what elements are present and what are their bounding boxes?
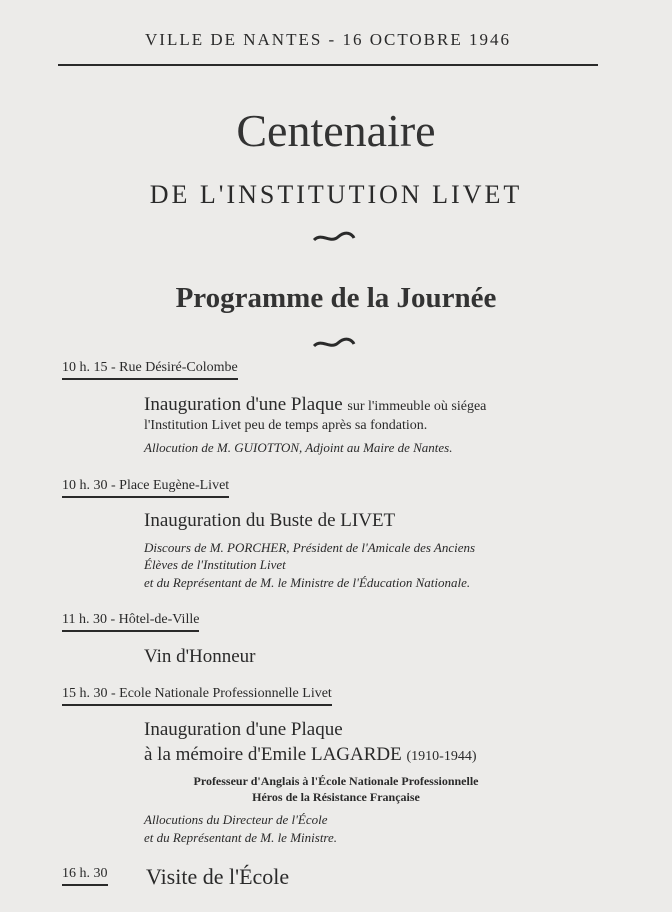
page-subtitle: DE L'INSTITUTION LIVET xyxy=(149,180,523,209)
flourish-ornament xyxy=(312,230,356,246)
event-italic-line: et du Représentant de M. le Ministre de l'Éducation Nationale. xyxy=(144,575,471,590)
event-title-tail: sur l'immeuble où siégea xyxy=(347,399,487,414)
event-line: l'Institution Livet peu de temps après sa fondation. xyxy=(144,418,428,433)
event-small-line: Professeur d'Anglais à l'École Nationale Professionnelle xyxy=(193,774,479,788)
event-italic-line: Allocutions du Directeur de l'École xyxy=(144,812,328,827)
event-small-line: Héros de la Résistance Française xyxy=(252,790,420,804)
event-title-second-tail: (1910-1944) xyxy=(406,749,477,764)
event-title-main: Inauguration d'une Plaque xyxy=(144,394,343,415)
page-title: Centenaire xyxy=(236,105,436,156)
event-italic-line: Élèves de l'Institution Livet xyxy=(144,557,286,572)
event-title: Visite de l'École xyxy=(146,864,290,889)
event-italic-line: Discours de M. PORCHER, Président de l'Amicale des Anciens xyxy=(144,540,476,555)
event-italic-line: Allocution de M. GUIOTTON, Adjoint au Maire de Nantes. xyxy=(144,440,453,455)
event-time-slot: 10 h. 15 - Rue Désiré-Colombe xyxy=(62,360,238,380)
event-title xyxy=(144,394,486,416)
event-time-slot: 10 h. 30 - Place Eugène-Livet xyxy=(62,478,229,498)
event-title: Inauguration d'une Plaque xyxy=(144,719,343,740)
event-italic-line: et du Représentant de M. le Ministre. xyxy=(144,830,338,845)
event-title: Vin d'Honneur xyxy=(144,646,256,667)
event-time-slot: 11 h. 30 - Hôtel-de-Ville xyxy=(62,612,199,632)
event-time-slot: 15 h. 30 - Ecole Nationale Professionnelle Livet xyxy=(62,686,332,706)
event-title: Inauguration du Buste de LIVET xyxy=(144,510,396,531)
event-time-slot: 16 h. 30 xyxy=(62,866,108,886)
event-title-second xyxy=(144,744,477,766)
flourish-ornament xyxy=(312,336,356,352)
program-title: Programme de la Journée xyxy=(175,282,497,314)
header-date-line: VILLE DE NANTES - 16 OCTOBRE 1946 xyxy=(145,30,511,49)
event-title-second-main: à la mémoire d'Emile LAGARDE xyxy=(144,744,402,765)
header-rule xyxy=(58,64,598,66)
